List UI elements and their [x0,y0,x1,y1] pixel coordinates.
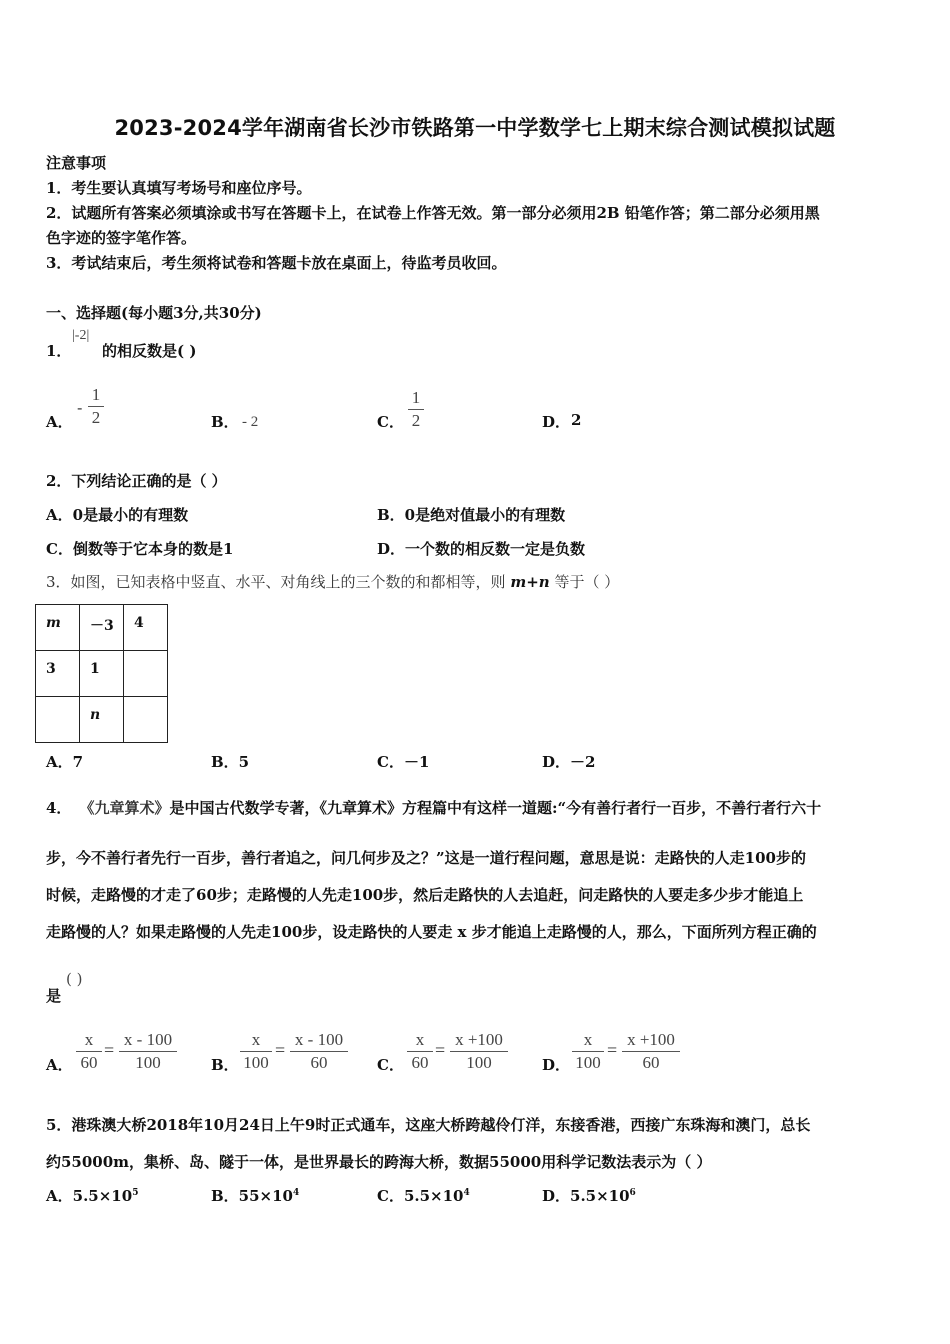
fraction-bar [408,409,424,410]
q4-answer-paren: ( ) [66,970,83,988]
q3-option-c: C．－1 [377,753,430,771]
grid-cell: 3 [36,651,80,697]
page-title: 2023-2024学年湖南省长沙市铁路第一中学数学七上期末综合测试模拟试题 [114,116,836,140]
fraction-bar [76,1051,102,1052]
q1-abs-expression: |-2| [72,328,90,343]
fraction-bar [240,1051,272,1052]
q4-option-b-right-fraction [290,1030,348,1073]
q4-option-b-label: B． [211,1056,239,1074]
q4-number: 4． [46,799,72,817]
q2-option-b: B．0是绝对值最小的有理数 [377,506,566,524]
q1-stem: 的相反数是( ) [102,342,197,360]
q3-stem-start: 3．如图，已知表格中竖直、水平、对角线上的三个数的和都相等，则 [46,573,511,591]
fraction-bar [572,1051,604,1052]
q3-stem [46,571,619,592]
q4-option-c-left-fraction [407,1030,433,1073]
q4-line-4: 走路慢的人？如果走路慢的人先走100步，设走路快的人要走 x 步才能追上走路慢的人，那么，下面所列方程正确的 [46,923,817,941]
q1-option-a-fraction [88,385,104,428]
q4-option-a-label: A． [46,1056,73,1074]
q4-option-d-right-fraction [622,1030,680,1073]
fraction-numerator: x +100 [627,1030,675,1049]
fraction-denominator: 100 [243,1053,269,1072]
q5-option-a-base: A．5.5×10 [46,1187,133,1205]
equals-sign: = [104,1040,115,1060]
notice-item-2: 2．试题所有答案必须填涂或书写在答题卡上，在试卷上作答无效。第一部分必须用2B 铅笔作答；第二部分必须用黑 [46,204,820,222]
grid-cell: 1 [80,651,124,697]
q4-option-d-left-fraction [572,1030,604,1073]
q4-option-d-label: D． [542,1056,571,1074]
q1-option-b-label: B． [211,413,239,431]
fraction-bar [450,1051,508,1052]
equals-sign: = [607,1040,618,1060]
q5-option-d-base: D．5.5×10 [542,1187,630,1205]
q3-stem-end: 等于（ ） [549,573,620,591]
q3-option-d: D．－2 [542,753,596,771]
q5-line-1: 5．港珠澳大桥2018年10月24日上午9时正式通车，这座大桥跨越伶仃洋，东接香港，西接广东珠海和澳门，总长 [46,1116,811,1134]
fraction-denominator: 60 [80,1053,98,1072]
q5-option-d-exponent: 6 [629,1188,636,1198]
notice-heading: 注意事项 [46,154,107,172]
equals-sign: = [435,1040,446,1060]
q5-option-a-exponent: 5 [132,1188,139,1198]
q4-book-title-1: 《九章算术》 [79,799,170,817]
fraction-numerator: x [415,1030,425,1049]
section-heading: 一、选择题(每小题3分,共30分) [46,304,262,322]
fraction-bar [88,406,104,407]
fraction-denominator: 60 [411,1053,429,1072]
fraction-numerator: x +100 [455,1030,503,1049]
q1-option-c-numerator: 1 [411,388,421,407]
q4-line-5: 是 [46,987,62,1005]
q1-option-a-sign: - [77,398,83,417]
q3-option-a: A．7 [46,753,84,771]
q5-option-d [542,1185,636,1206]
q1-option-b-value: - 2 [242,414,259,430]
q4-book-title-2: 《九章算术》 [319,799,402,817]
fraction-bar [407,1051,433,1052]
q4-text-2: 方程篇中有这样一道题:“今有善行者行一百步，不善行者行六十 [401,799,822,817]
q4-option-a-left-fraction [76,1030,102,1073]
q2-option-c: C．倒数等于它本身的数是1 [46,540,234,558]
q5-option-b-base: B．55×10 [211,1187,293,1205]
grid-cell: m [36,605,80,651]
q1-number: 1． [46,342,72,360]
q1-option-a-label: A． [46,413,73,431]
fraction-denominator: 60 [642,1053,660,1072]
q2-stem: 2．下列结论正确的是（ ） [46,472,227,490]
q4-option-c-label: C． [377,1056,404,1074]
table-row [36,651,168,697]
fraction-bar [119,1051,177,1052]
q2-option-a: A．0是最小的有理数 [46,506,189,524]
q4-line-1 [46,797,821,818]
fraction-bar [290,1051,348,1052]
fraction-numerator: x - 100 [123,1030,173,1049]
notice-item-3: 3．考试结束后，考生须将试卷和答题卡放在桌面上，待监考员收回。 [46,254,507,272]
fraction-numerator: x [583,1030,593,1049]
q1-option-c-label: C． [377,413,404,431]
q3-option-b: B．5 [211,753,250,771]
table-row [36,605,168,651]
q5-option-b-exponent: 4 [293,1188,300,1198]
fraction-bar [622,1051,680,1052]
fraction-numerator: x [251,1030,261,1049]
q5-line-2: 约55000m，集桥、岛、隧于一体，是世界最长的跨海大桥，数据55000用科学记数法表示为（ ） [46,1153,712,1171]
grid-cell [124,651,168,697]
grid-cell [36,697,80,743]
q1-option-d-value: 2 [571,411,582,429]
fraction-numerator: x [84,1030,94,1049]
fraction-denominator: 60 [310,1053,328,1072]
q4-text-1: 是中国古代数学专著， [169,799,320,817]
q1-option-c-denominator: 2 [411,411,421,430]
q4-line-2: 步，今不善行者先行一百步，善行者追之，问几何步及之？”这是一道行程问题，意思是说：走路快的人走100步的 [46,849,806,867]
q1-option-a-numerator: 1 [91,385,101,404]
equals-sign: = [275,1040,286,1060]
q3-magic-grid [35,604,168,743]
q5-option-c-exponent: 4 [463,1188,470,1198]
fraction-denominator: 100 [575,1053,601,1072]
q4-line-3: 时候，走路慢的才走了60步；走路慢的人先走100步，然后走路快的人去追赶，问走路快的人要走多少步才能追上 [46,886,804,904]
q2-option-d: D．一个数的相反数一定是负数 [377,540,586,558]
q4-option-a-right-fraction [119,1030,177,1073]
notice-item-2-cont: 色字迹的签字笔作答。 [46,229,197,247]
grid-cell [124,697,168,743]
grid-cell: 4 [124,605,168,651]
q4-option-c-right-fraction [450,1030,508,1073]
q5-option-a [46,1185,138,1206]
q3-stem-variable: m+n [510,573,550,591]
q1-option-d-label: D． [542,413,571,431]
fraction-denominator: 100 [135,1053,161,1072]
q4-option-b-left-fraction [240,1030,272,1073]
notice-item-1: 1．考生要认真填写考场号和座位序号。 [46,179,312,197]
q5-option-c [377,1185,470,1206]
fraction-denominator: 100 [466,1053,492,1072]
q5-option-c-base: C．5.5×10 [377,1187,464,1205]
q1-option-c-fraction [408,388,424,431]
table-row [36,697,168,743]
q5-option-b [211,1185,299,1206]
grid-cell: －3 [80,605,124,651]
fraction-numerator: x - 100 [294,1030,344,1049]
grid-cell: n [80,697,124,743]
q1-option-a-denominator: 2 [91,408,101,427]
